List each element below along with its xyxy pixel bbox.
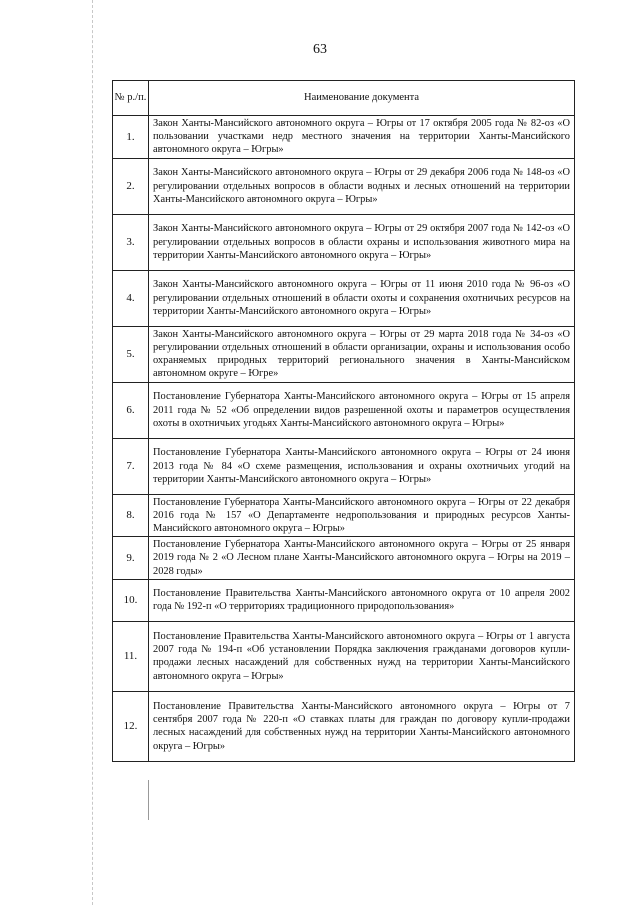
- table-header-row: [113, 81, 575, 116]
- table-row: [113, 537, 575, 580]
- table-row: [113, 214, 575, 270]
- bottom-margin-line: [148, 780, 149, 820]
- row-number: 3.: [113, 214, 149, 270]
- table-row: [113, 579, 575, 621]
- document-name: Закон Ханты-Мансийского автономного округа – Югры от 17 октября 2005 года № 82-оз «О пользовании участками недр местного значения на территории Ханты-Мансийского автономного округа – Югры»: [149, 116, 575, 159]
- row-number: 11.: [113, 621, 149, 691]
- document-name: Постановление Правительства Ханты-Мансийского автономного округа от 10 апреля 2002 года № 192-п «О территориях традиционного природопользования»: [149, 579, 575, 621]
- row-number: 9.: [113, 537, 149, 580]
- document-name: Постановление Правительства Ханты-Мансийского автономного округа – Югры от 7 сентября 2007 года № 220-п «О ставках платы для граждан по договору купли-продажи лесных насаждений для собственных нужд на территории Ханты-Мансийского автономного округа – Югры»: [149, 691, 575, 761]
- document-name: Закон Ханты-Мансийского автономного округа – Югры от 29 октября 2007 года № 142-оз «О регулировании отдельных вопросов в области охраны и использования животного мира на территории Ханты-Мансийского автономного округа – Югры»: [149, 214, 575, 270]
- document-name: Постановление Губернатора Ханты-Мансийского автономного округа – Югры от 22 декабря 2016 года № 157 «О Департаменте недропользования и природных ресурсов Ханты-Мансийского автономного округа – Югры»: [149, 494, 575, 537]
- document-name: Постановление Губернатора Ханты-Мансийского автономного округа – Югры от 24 июня 2013 года № 84 «О схеме размещения, использования и охраны охотничьих угодий на территории Ханты-Мансийского автономного округа – Югры»: [149, 438, 575, 494]
- row-number: 12.: [113, 691, 149, 761]
- row-number: 4.: [113, 270, 149, 326]
- row-number: 2.: [113, 158, 149, 214]
- number-column-header: № р./п.: [113, 81, 149, 116]
- document-name: Закон Ханты-Мансийского автономного округа – Югры от 11 июня 2010 года № 96-оз «О регулировании отдельных отношений в области охоты и сохранения охотничьих ресурсов на территории Ханты-Мансийского автономного округа – Югры»: [149, 270, 575, 326]
- table-row: [113, 494, 575, 537]
- row-number: 5.: [113, 326, 149, 382]
- table-row: [113, 326, 575, 382]
- table-row: [113, 158, 575, 214]
- documents-table: [112, 80, 575, 762]
- table-row: [113, 438, 575, 494]
- document-name: Закон Ханты-Мансийского автономного округа – Югры от 29 марта 2018 года № 34-оз «О регулировании отдельных отношений в области организации, охраны и использования особо охраняемых природных территорий регионального значения в Ханты-Мансийском автономном округе – Югре»: [149, 326, 575, 382]
- row-number: 8.: [113, 494, 149, 537]
- document-name: Постановление Губернатора Ханты-Мансийского автономного округа – Югры от 15 апреля 2011 года № 52 «Об определении видов разрешенной охоты и параметров осуществления охоты в охотничьих угодьях Ханты-Мансийского автономного округа – Югры»: [149, 382, 575, 438]
- table-row: [113, 621, 575, 691]
- table-body: [113, 116, 575, 762]
- row-number: 6.: [113, 382, 149, 438]
- row-number: 1.: [113, 116, 149, 159]
- page-number: 63: [313, 42, 327, 57]
- row-number: 7.: [113, 438, 149, 494]
- row-number: 10.: [113, 579, 149, 621]
- left-margin-line: [92, 0, 93, 905]
- scan-mark: [290, 12, 350, 18]
- table-row: [113, 691, 575, 761]
- table-row: [113, 382, 575, 438]
- table-row: [113, 116, 575, 159]
- table-row: [113, 270, 575, 326]
- name-column-header: Наименование документа: [149, 81, 575, 116]
- document-name: Закон Ханты-Мансийского автономного округа – Югры от 29 декабря 2006 года № 148-оз «О регулировании отдельных вопросов в области водных и лесных отношений на территории Ханты-Мансийского автономного округа – Югры»: [149, 158, 575, 214]
- document-name: Постановление Губернатора Ханты-Мансийского автономного округа – Югры от 25 января 2019 года № 2 «О Лесном плане Ханты-Мансийского автономного округа – Югры на 2019 – 2028 годы»: [149, 537, 575, 580]
- document-name: Постановление Правительства Ханты-Мансийского автономного округа – Югры от 1 августа 2007 года № 194-п «Об установлении Порядка заключения гражданами договоров купли-продажи лесных насаждений для собственных нужд на территории Ханты-Мансийского автономного округа – Югры»: [149, 621, 575, 691]
